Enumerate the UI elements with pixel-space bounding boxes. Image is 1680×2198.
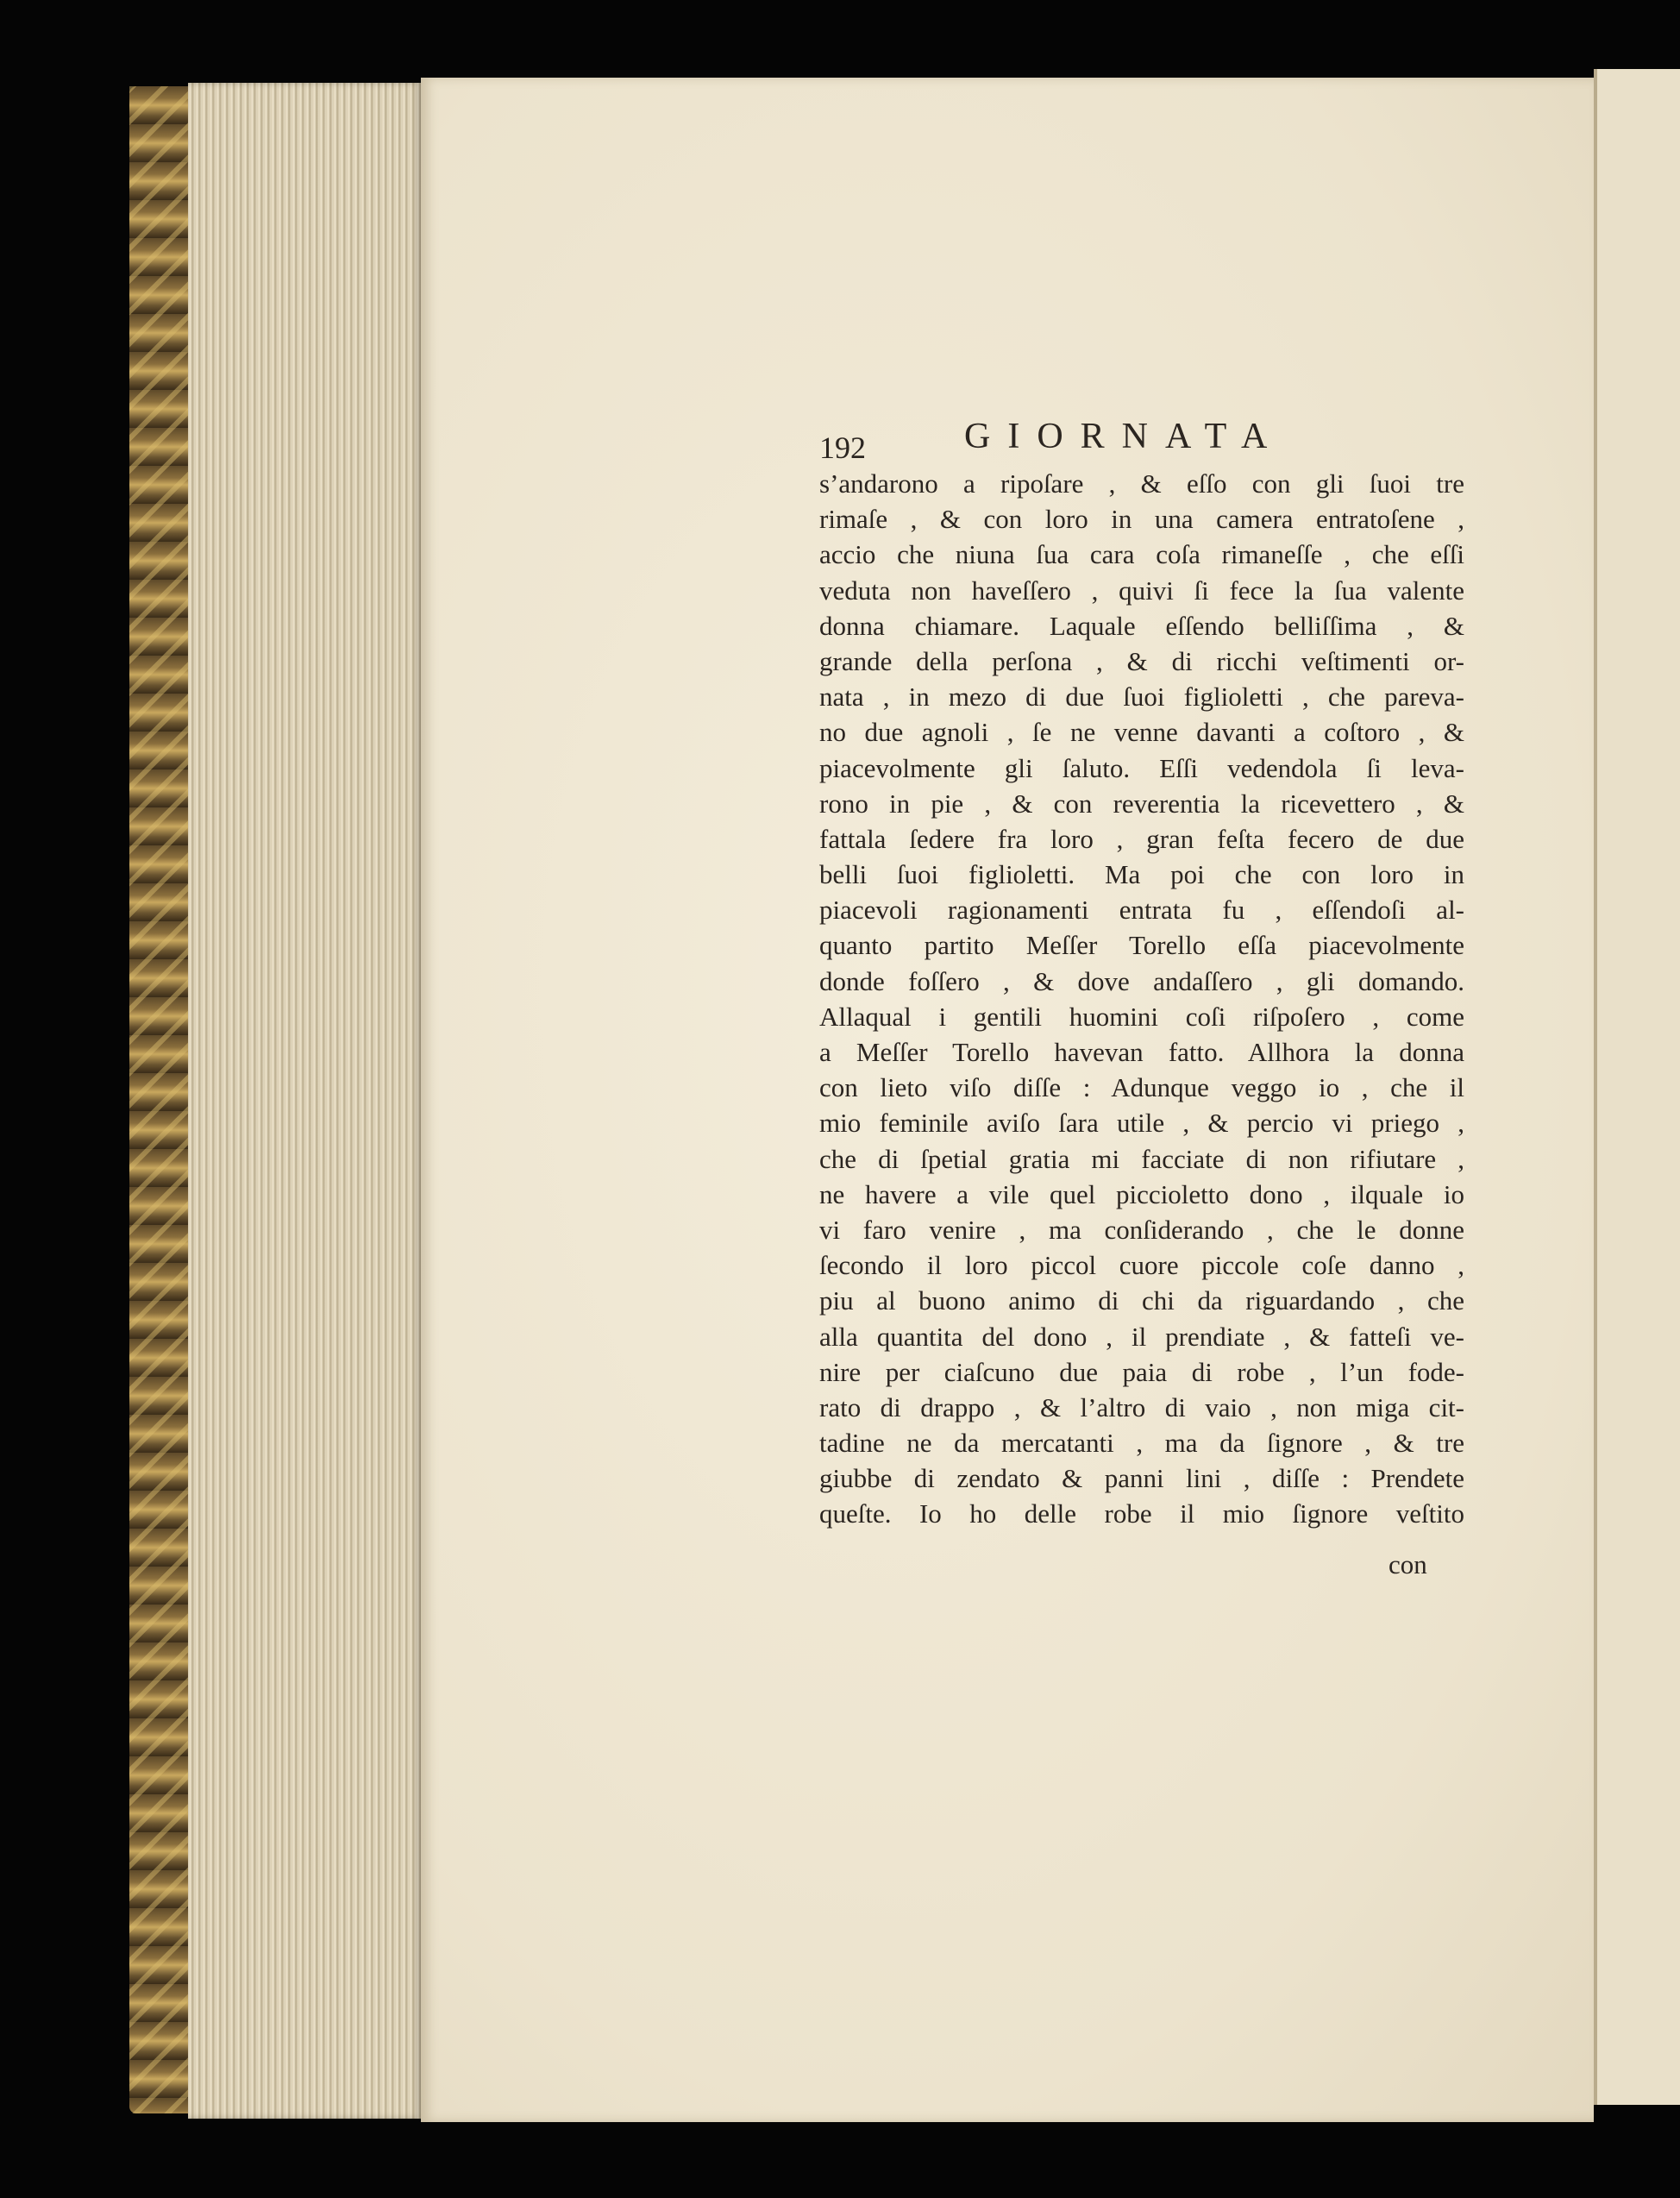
text-line: no due agnoli , ſe ne venne davanti a coſtoro , & (819, 717, 1464, 748)
text-line: ne havere a vile quel piccioletto dono , ilquale io (819, 1178, 1464, 1209)
page-header (819, 416, 1302, 468)
text-line: vi faro venire , ma conſiderando , che le donne (819, 1214, 1464, 1245)
text-line: nata , in mezo di due ſuoi figlioletti , che pareva- (819, 681, 1464, 713)
text-line: donna chiamare. Laquale eſſendo belliſſima , & (819, 610, 1464, 641)
text-line: quanto partito Meſſer Torello eſſa piacevolmente (819, 930, 1464, 961)
text-line: mio feminile aviſo ſara utile , & percio vi priego , (819, 1108, 1464, 1139)
facing-page-edge (1594, 69, 1680, 2105)
catchword: con (1389, 1549, 1427, 1579)
text-line: giubbe di zendato & panni lini , diſſe : Prendete (819, 1463, 1464, 1494)
text-line: veduta non haveſſero , quivi ſi fece la ſua valente (819, 575, 1464, 606)
text-line: tadine ne da mercatanti , ma da ſignore , & tre (819, 1428, 1464, 1459)
running-head: GIORNATA (964, 417, 1285, 456)
page-number: 192 (819, 430, 866, 465)
text-line: con lieto viſo diſſe : Adunque veggo io , che il (819, 1072, 1464, 1103)
text-line: piu al buono animo di chi da riguardando , che (819, 1285, 1464, 1316)
text-line: piacevolmente gli ſaluto. Eſſi vedendola ſi leva- (819, 752, 1464, 783)
text-line: piacevoli ragionamenti entrata fu , eſſendoſi al- (819, 895, 1464, 926)
text-line: Allaqual i gentili huomini coſi riſpoſero , come (819, 1001, 1464, 1032)
page-edges (188, 83, 423, 2119)
text-line: rimaſe , & con loro in una camera entratoſene , (819, 504, 1464, 535)
text-line: grande della perſona , & di ricchi veſtimenti or- (819, 645, 1464, 676)
text-line: queſte. Io ho delle robe il mio ſignore veſtito (819, 1498, 1464, 1529)
text-line: s’andarono a ripoſare , & eſſo con gli ſuoi tre (819, 468, 1464, 499)
text-line: a Meſſer Torello havevan fatto. Allhora la donna (819, 1037, 1464, 1067)
text-line: nire per ciaſcuno due paia di robe , l’un fode- (819, 1356, 1464, 1387)
text-line: che di ſpetial gratia mi facciate di non rifiutare , (819, 1143, 1464, 1174)
text-line: rato di drappo , & l’altro di vaio , non miga cit- (819, 1391, 1464, 1422)
text-line: belli ſuoi figlioletti. Ma poi che con loro in (819, 859, 1464, 890)
text-line: alla quantita del dono , il prendiate , & fatteſi ve- (819, 1321, 1464, 1352)
text-line: rono in pie , & con reverentia la ricevettero , & (819, 788, 1464, 819)
text-line: accio che niuna ſua cara coſa rimaneſſe , che eſſi (819, 539, 1464, 570)
text-line: donde foſſero , & dove andaſſero , gli domando. (819, 965, 1464, 996)
text-line: fattala ſedere fra loro , gran feſta fecero de due (819, 823, 1464, 854)
text-line: ſecondo il loro piccol cuore piccole coſe danno , (819, 1250, 1464, 1281)
body-text (819, 466, 1464, 1532)
